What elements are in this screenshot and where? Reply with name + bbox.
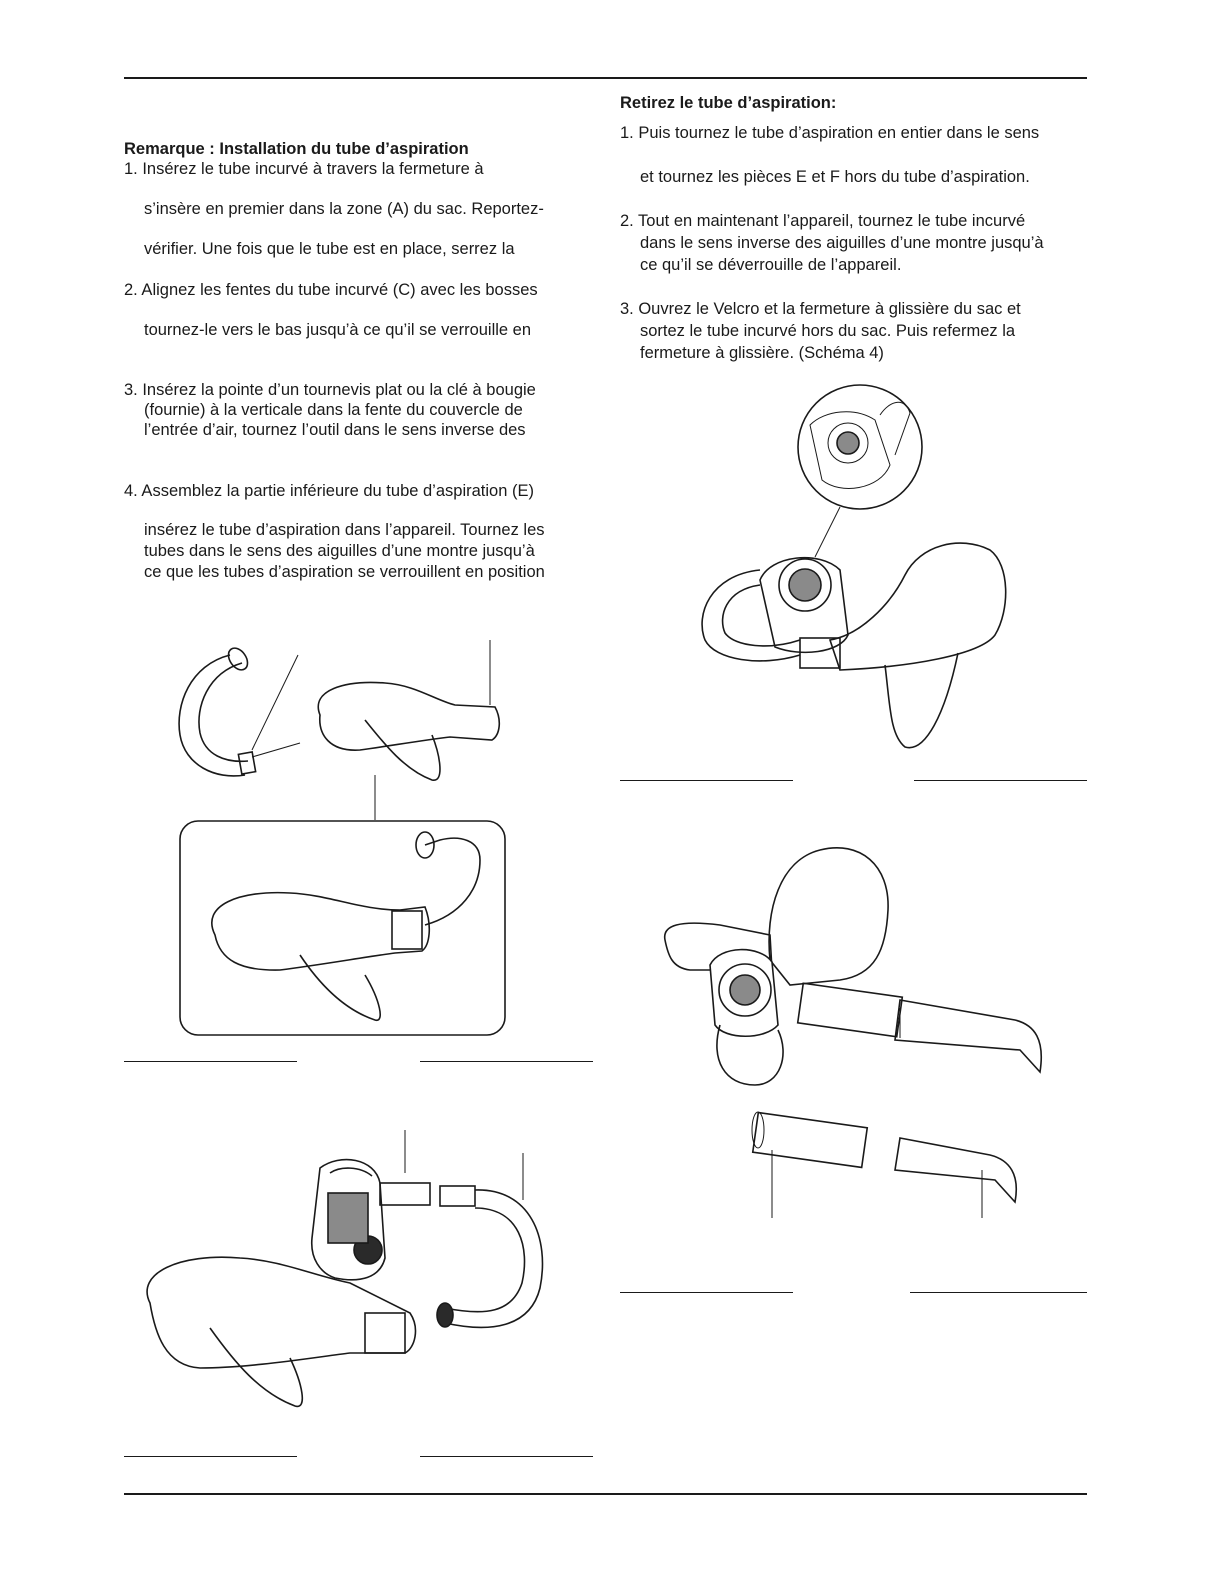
fig3-bag: [830, 543, 1006, 670]
left-step2-line2: tournez-le vers le bas jusqu’à ce qu’il se verrouille en: [144, 321, 532, 339]
left-step1-line3: vérifier. Une fois que le tube est en place, serrez la: [144, 240, 515, 258]
left-step3-line3: l’entrée d’air, tournez l’outil dans le sens inverse des: [144, 421, 526, 439]
fig1-bag: [318, 682, 499, 750]
left-step2-line1: 2. Alignez les fentes du tube incurvé (C) avec les bosses: [124, 281, 538, 299]
header-rule: [124, 77, 1087, 79]
right-heading: Retirez le tube d’aspiration:: [620, 94, 837, 112]
left-step4-line2: insérez le tube d’aspiration dans l’appareil. Tournez les: [144, 521, 545, 539]
right-step1-line2: et tournez les pièces E et F hors du tube d’aspiration.: [640, 168, 1030, 186]
fig1-curved-tube: [179, 655, 245, 776]
fig4-bag: [769, 848, 888, 985]
left-step4-line3: tubes dans le sens des aiguilles d’une montre jusqu’à: [144, 542, 535, 560]
left-step3-line2: (fournie) à la verticale dans la fente du couvercle de: [144, 401, 523, 419]
fig2-blower-assembly: [140, 1128, 570, 1448]
fig4-blower-with-tubes: [660, 840, 1060, 1230]
fig1-caption-rule-right: [420, 1061, 593, 1062]
right-step2-line2: dans le sens inverse des aiguilles d’une montre jusqu’à: [640, 234, 1044, 252]
left-step3-line1: 3. Insérez la pointe d’un tournevis plat ou la clé à bougie: [124, 381, 536, 399]
right-step2-line3: ce qu’il se déverrouille de l’appareil.: [640, 256, 902, 274]
footer-rule: [124, 1493, 1087, 1495]
fig4-caption-rule-left: [620, 1292, 793, 1293]
fig3-caption-rule-left: [620, 780, 793, 781]
left-step1-line2: s’insère en premier dans la zone (A) du sac. Reportez-: [144, 200, 544, 218]
fig1-caption-rule-left: [124, 1061, 297, 1062]
fig1-tube-and-bag: [170, 635, 520, 1055]
note-prefix: Remarque :: [124, 140, 220, 158]
left-step4-line4: ce que les tubes d’aspiration se verrouillent en position: [144, 563, 545, 581]
right-step1-line1: 1. Puis tournez le tube d’aspiration en entier dans le sens: [620, 124, 1040, 142]
fig2-caption-rule-right: [420, 1456, 593, 1457]
right-step3-line3: fermeture à glissière. (Schéma 4): [640, 344, 884, 362]
note-title: [124, 138, 469, 160]
right-step3-line1: 3. Ouvrez le Velcro et la fermeture à glissière du sac et: [620, 300, 1021, 318]
right-step3-line2: sortez le tube incurvé hors du sac. Puis refermez la: [640, 322, 1016, 340]
fig3-bag-on-blower: [690, 385, 1030, 755]
left-step4-line1: 4. Assemblez la partie inférieure du tube d’aspiration (E): [124, 482, 534, 500]
right-step2-line1: 2. Tout en maintenant l’appareil, tournez le tube incurvé: [620, 212, 1026, 230]
fig2-caption-rule-left: [124, 1456, 297, 1457]
note-heading: Installation du tube d’aspiration: [219, 140, 469, 158]
fig4-tube-part-f: [895, 1138, 1016, 1202]
fig4-tube-part-e: [753, 1113, 867, 1168]
fig3-caption-rule-right: [914, 780, 1087, 781]
left-step1-line1: 1. Insérez le tube incurvé à travers la fermeture à: [124, 160, 484, 178]
fig4-caption-rule-right: [910, 1292, 1087, 1293]
